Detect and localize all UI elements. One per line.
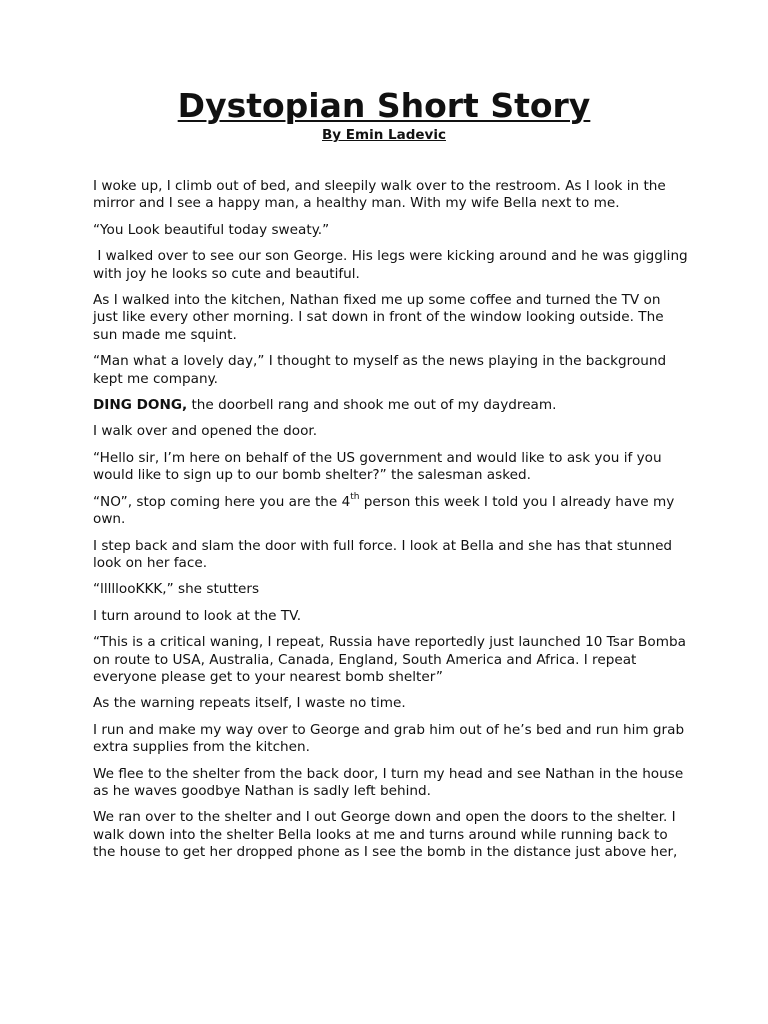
story-byline: By Emin Ladevic (322, 127, 446, 143)
paragraph: “lllllooKKK,” she stutters (93, 581, 260, 598)
paragraph: We ran over to the shelter and I out George down and open the doors to the shelter. I walk down into the shelter Bella looks at me and turns around while running back to the house to get her dropped phone as I see the bomb in the distance just above her, (93, 809, 681, 861)
story-body (93, 178, 693, 871)
paragraph: I step back and slam the door with full force. I look at Bella and she has that stunned look on her face. (93, 537, 677, 571)
paragraph-text: person this week I told you I already have my own. (93, 493, 679, 528)
paragraph: I run and make my way over to George and grab him out of he’s bed and run him grab extra supplies from the kitchen. (93, 721, 689, 756)
bold-text: DING DONG, (93, 397, 188, 414)
paragraph: I turn around to look at the TV. (93, 607, 302, 624)
paragraph (93, 494, 689, 529)
paragraph: As the warning repeats itself, I waste no time. (93, 695, 406, 712)
paragraph: “This is a critical waning, I repeat, Russia have reportedly just launched 10 Tsar Bomba on route to USA, Australia, Canada, England, South America and Africa. I repeat everyone please get to your nearest bomb shelter” (93, 634, 691, 685)
paragraph: I walk over and opened the door. (93, 423, 318, 440)
paragraph-text: “NO”, stop coming here you are the 4 (93, 493, 351, 510)
ordinal-suffix: th (350, 492, 360, 503)
paragraph (93, 397, 689, 414)
paragraph: “You Look beautiful today sweaty.” (93, 221, 330, 238)
paragraph: I walked over to see our son George. His legs were kicking around and he was giggling with joy he looks so cute and beautiful. (93, 248, 693, 282)
paragraph: As I walked into the kitchen, Nathan fixed me up some coffee and turned the TV on just like every other morning. I sat down in front of the window looking outside. The sun made me squint. (93, 292, 668, 343)
paragraph: I woke up, I climb out of bed, and sleepily walk over to the restroom. As I look in the mirror and I see a happy man, a healthy man. With my wife Bella next to me. (93, 178, 671, 212)
story-title: Dystopian Short Story (177, 86, 591, 125)
paragraph: We flee to the shelter from the back door, I turn my head and see Nathan in the house as he waves goodbye Nathan is sadly left behind. (93, 765, 688, 799)
paragraph-text: the doorbell rang and shook me out of my daydream. (187, 397, 557, 414)
paragraph: “Man what a lovely day,” I thought to myself as the news playing in the background kept me company. (93, 353, 671, 387)
paragraph: “Hello sir, I’m here on behalf of the US government and would like to ask you if you would like to sign up to our bomb shelter?” the salesman asked. (93, 449, 666, 484)
